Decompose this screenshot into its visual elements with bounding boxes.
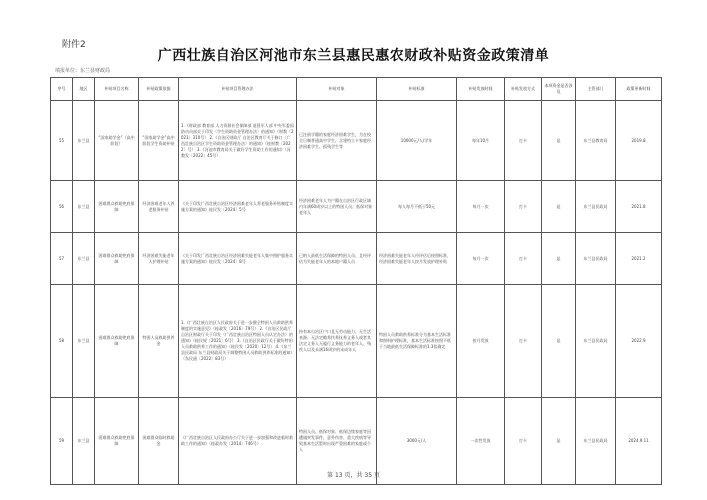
cell-no: 59 xyxy=(51,398,73,485)
cell-target: 特困人员、低保对象、低保边缘家庭等因遭遇突发事件、意外伤害、重大疾病等导致基本生活暂时出现严重困难的家庭或个人 xyxy=(297,398,377,485)
attachment-label: 附件2 xyxy=(62,40,86,50)
cell-involved: 是 xyxy=(542,101,576,181)
cell-updated: 2024.9.11 xyxy=(616,398,662,485)
cell-doc: 1.《广西壮族自治区人民政府关于进一步健全特困人员救助供养制度的实施意见》（桂政发〔2016〕79号） 2.《自治区民政厅 自治区财政厅关于印发〈广西壮族自治区特困人员认定办法〉的通知》（桂民规〔2021〕6号） 3.《自治区民政厅关于做好特困人员救助供养工作的通知》（桂民发〔2020〕12号） 4.《东兰县民政局 东兰县财政局关于调整特困人员救助供养标准的通知》（东民函〔2022〕83号） xyxy=(179,285,297,398)
cell-involved: 是 xyxy=(542,233,576,285)
header-cell: 序号 xyxy=(51,78,73,101)
cell-updated: 2022.9 xyxy=(616,285,662,398)
header-cell: 补贴发放时间 xyxy=(457,78,505,101)
cell-dept: 东兰县民政局 xyxy=(576,181,616,233)
cell-target: 已注册学籍的家庭经济困难学生，为在校全日制普通高中学生，含建档立卡家庭经济困难学生、孤残学生等 xyxy=(297,101,377,181)
cell-no: 55 xyxy=(51,101,73,181)
cell-basis: 困难群众临时救助金 xyxy=(139,398,179,485)
table-header-row xyxy=(51,78,662,101)
cell-updated: 2021.8 xyxy=(616,181,662,233)
cell-method: 打卡 xyxy=(505,398,542,485)
cell-doc: 1.《财政部 教育部 人力资源社会保障部 退役军人部 中央军委国防动员部关于印发〈学生资助资金管理办法〉的通知》（财教〔2021〕310号） 2.《自治区财政厅 自治区教育厅关于修订〈广西壮族自治区学生资助资金管理办法〉的通知》（桂财教〔2022〕号） 3.《河池市教育局关于做好学生资助工作的通知》（河教发〔2022〕45号） xyxy=(179,101,297,181)
cell-dept: 东兰县民政局 xyxy=(576,233,616,285)
cell-basis: 特困人员救助供养金 xyxy=(139,285,179,398)
filing-unit: 填报单位：东兰县财政局 xyxy=(55,68,111,74)
cell-standard: 经济困难失能老年人经评估后按照标准，经济困难失能老年人按月发放护理补贴 xyxy=(377,233,457,285)
cell-method: 打卡 xyxy=(505,285,542,398)
header-cell: 补贴标准 xyxy=(377,78,457,101)
cell-doc: 《关于印发广西壮族自治区经济困难老年人养老服务补贴制度实施方案的通知》桂民发〔2024〕5号 xyxy=(179,181,297,233)
cell-name: 困难群众救助兜底保障 xyxy=(95,233,139,285)
header-cell: 补贴项目名称 xyxy=(95,78,139,101)
table-row xyxy=(51,101,662,181)
cell-doc: 《关于印发广西壮族自治区经济困难失能老年人集中照护服务实施方案的通知》桂民发〔2024〕8号 xyxy=(179,233,297,285)
cell-standard: 特困人员救助供养标准分为基本生活标准和照料护理标准，基本生活标准按照不低于当地最低生活保障标准的1.3倍确定 xyxy=(377,285,457,398)
cell-basis: 经济困难失能老年人护理补贴 xyxy=(139,233,179,285)
cell-updated: 2021.2 xyxy=(616,233,662,285)
cell-name: 困难群众救助兜底保障 xyxy=(95,285,139,398)
cell-target: 持有本自治区户口且无劳动能力、无生活来源、无法定赡养扶养抚养义务人或者其法定义务人无履行义务能力的老年人、残疾人以及未满16周岁的未成年人 xyxy=(297,285,377,398)
page-title: 广西壮族自治区河池市东兰县惠民惠农财政补贴资金政策清单 xyxy=(157,48,550,64)
cell-doc: 《广西壮族自治区人民政府办公厅关于进一步加强和改进临时救助工作的通知》（桂政办发〔2014〕746号） xyxy=(179,398,297,485)
policy-table-container xyxy=(50,77,661,476)
header-cell: 本项资金是否涉及 xyxy=(542,78,576,101)
cell-no: 58 xyxy=(51,285,73,398)
cell-time: 一次性发放 xyxy=(457,398,505,485)
cell-method: 打卡 xyxy=(505,181,542,233)
cell-region: 东兰县 xyxy=(73,233,95,285)
cell-standard: 10000元/人/学年 xyxy=(377,101,457,181)
cell-time: 按月发放 xyxy=(457,285,505,398)
cell-name: 困难群众救助兜底保障 xyxy=(95,181,139,233)
policy-table xyxy=(50,77,662,485)
cell-standard: 3000元/人 xyxy=(377,398,457,485)
cell-region: 东兰县 xyxy=(73,398,95,485)
cell-region: 东兰县 xyxy=(73,181,95,233)
header-cell: 补贴发放方式 xyxy=(505,78,542,101)
cell-region: 东兰县 xyxy=(73,285,95,398)
cell-involved: 是 xyxy=(542,398,576,485)
cell-region: 东兰县 xyxy=(73,101,95,181)
cell-target: 经济困难老年人为户籍在自治区行政区域内年满60周岁以上的特困人员、低保对象老年人 xyxy=(297,181,377,233)
cell-no: 57 xyxy=(51,233,73,285)
cell-standard: 每人每月不低于50元 xyxy=(377,181,457,233)
cell-target: 已纳入最低生活保障的特困人员、且经评估为失能老年人的本地户籍人员 xyxy=(297,233,377,285)
cell-involved: 是 xyxy=(542,181,576,233)
cell-time: 每月一次 xyxy=(457,181,505,233)
cell-time: 每年10月 xyxy=(457,101,505,181)
cell-involved: 是 xyxy=(542,285,576,398)
cell-time: 每月一次 xyxy=(457,233,505,285)
cell-method: 打卡 xyxy=(505,101,542,181)
header-cell: 政策更新时间 xyxy=(616,78,662,101)
header-cell: 补贴对象 xyxy=(297,78,377,101)
cell-dept: 东兰县民政局 xyxy=(576,398,616,485)
cell-dept: 东兰县教育局 xyxy=(576,101,616,181)
page-number: 第 13 页，共 35 页 xyxy=(327,472,380,479)
cell-method: 打卡 xyxy=(505,233,542,285)
header-cell: 补贴政策依据 xyxy=(139,78,179,101)
cell-basis: 经济困难老年人养老服务补贴 xyxy=(139,181,179,233)
cell-name: “国家助学金”（高中阶段） xyxy=(95,101,139,181)
cell-basis: “国家助学金”高中阶段学生资助补贴 xyxy=(139,101,179,181)
header-cell: 地区 xyxy=(73,78,95,101)
table-row xyxy=(51,285,662,398)
cell-name: 困难群众救助兜底保障 xyxy=(95,398,139,485)
cell-dept: 东兰县民政局 xyxy=(576,285,616,398)
header-cell: 主管部门 xyxy=(576,78,616,101)
cell-updated: 2019.8 xyxy=(616,101,662,181)
header-cell: 补贴项目管理办法 xyxy=(179,78,297,101)
table-row xyxy=(51,181,662,233)
cell-no: 56 xyxy=(51,181,73,233)
table-row xyxy=(51,233,662,285)
